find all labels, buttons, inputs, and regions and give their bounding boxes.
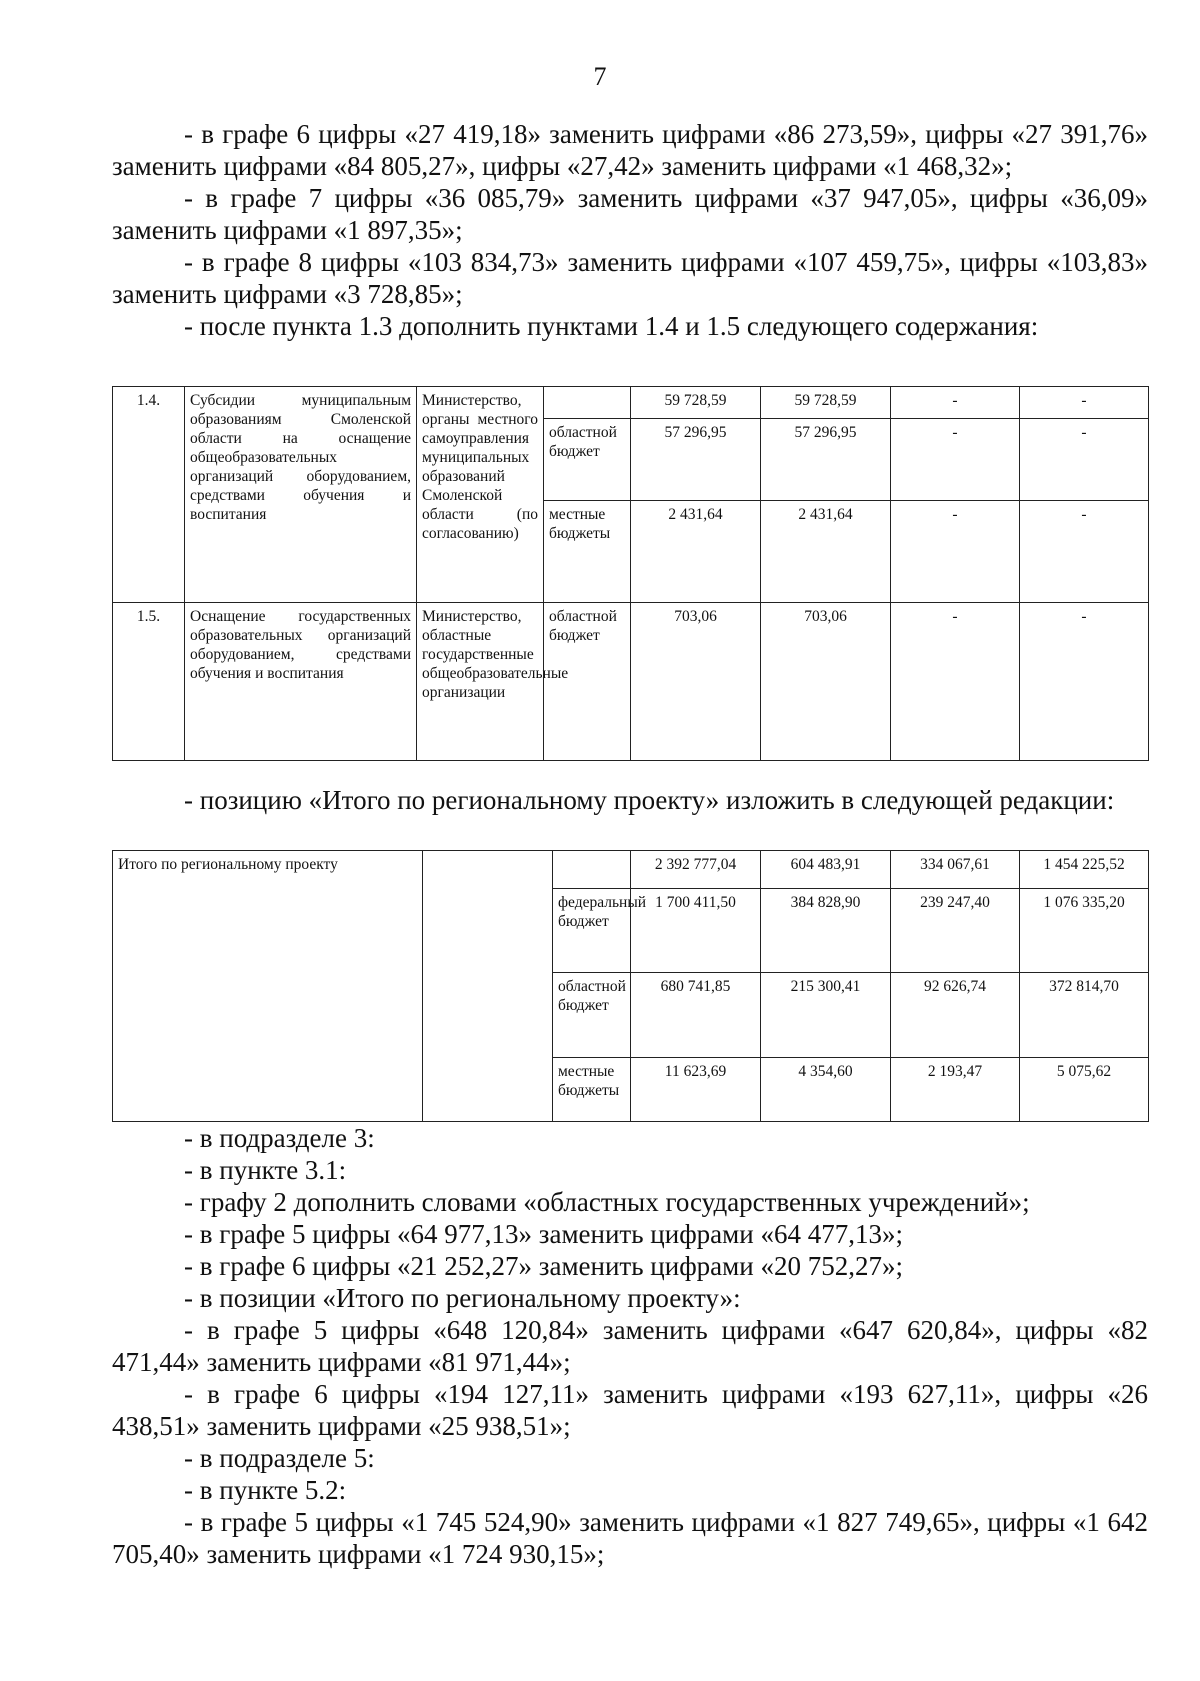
item-number: 1.4. — [113, 387, 185, 603]
final-text — [112, 1122, 1148, 1570]
table-row — [113, 387, 1149, 419]
value-cell: - — [891, 387, 1020, 419]
value-cell: 680 741,85 — [631, 973, 761, 1058]
funding-source: местные бюджеты — [553, 1058, 631, 1122]
value-cell: 2 392 777,04 — [631, 851, 761, 889]
value-cell: 5 075,62 — [1020, 1058, 1149, 1122]
item-executor: Министерство, областные государственные общеобразовательные организации — [417, 603, 544, 761]
value-cell: 2 193,47 — [891, 1058, 1020, 1122]
value-cell: 703,06 — [761, 603, 891, 761]
table-total — [112, 850, 1149, 1122]
value-cell: 334 067,61 — [891, 851, 1020, 889]
value-cell: - — [891, 603, 1020, 761]
paragraph: - в подразделе 5: — [184, 1443, 375, 1473]
funding-source — [553, 851, 631, 889]
intro-text — [112, 118, 1148, 342]
value-cell: 372 814,70 — [1020, 973, 1149, 1058]
value-cell: 1 076 335,20 — [1020, 889, 1149, 973]
paragraph: - в графе 7 цифры «36 085,79» заменить цифрами «37 947,05», цифры «36,09» заменить цифрами «1 897,35»; — [112, 183, 1148, 245]
page-number: 7 — [593, 62, 607, 91]
value-cell: 604 483,91 — [761, 851, 891, 889]
item-name: Субсидии муниципальным образованиям Смоленской области на оснащение общеобразовательных организаций оборудованием, средствами обучения и воспитания — [185, 387, 417, 603]
value-cell: 59 728,59 — [631, 387, 761, 419]
middle-text — [112, 784, 1148, 816]
value-cell: - — [891, 501, 1020, 603]
value-cell: - — [1020, 419, 1149, 501]
value-cell: 2 431,64 — [761, 501, 891, 603]
value-cell: 1 454 225,52 — [1020, 851, 1149, 889]
total-label: Итого по региональному проекту — [113, 851, 423, 1122]
value-cell: 92 626,74 — [891, 973, 1020, 1058]
funding-source: федеральный бюджет — [553, 889, 631, 973]
paragraph: - в графе 6 цифры «27 419,18» заменить цифрами «86 273,59», цифры «27 391,76» заменить цифрами «84 805,27», цифры «27,42» заменить цифрами «1 468,32»; — [112, 119, 1148, 181]
paragraph: - в графе 6 цифры «194 127,11» заменить цифрами «193 627,11», цифры «26 438,51» заменить цифрами «25 938,51»; — [112, 1379, 1148, 1441]
paragraph: - в пункте 3.1: — [184, 1155, 347, 1185]
table-items-1-4-1-5 — [112, 386, 1149, 761]
funding-source: областной бюджет — [544, 603, 631, 761]
paragraph: - графу 2 дополнить словами «областных государственных учреждений»; — [184, 1187, 1030, 1217]
value-cell: - — [1020, 603, 1149, 761]
paragraph: - в графе 8 цифры «103 834,73» заменить цифрами «107 459,75», цифры «103,83» заменить цифрами «3 728,85»; — [112, 247, 1148, 309]
value-cell: 2 431,64 — [631, 501, 761, 603]
value-cell: 1 700 411,50 — [631, 889, 761, 973]
funding-source: областной бюджет — [544, 419, 631, 501]
value-cell: 703,06 — [631, 603, 761, 761]
paragraph: - в графе 6 цифры «21 252,27» заменить цифрами «20 752,27»; — [184, 1251, 903, 1281]
value-cell: 215 300,41 — [761, 973, 891, 1058]
value-cell: - — [891, 419, 1020, 501]
item-executor: Министерство, органы местного самоуправления муниципальных образований Смоленской области (по согласованию) — [417, 387, 544, 603]
paragraph: - в позиции «Итого по региональному проекту»: — [184, 1283, 741, 1313]
value-cell: 57 296,95 — [631, 419, 761, 501]
table-row — [113, 603, 1149, 761]
item-number: 1.5. — [113, 603, 185, 761]
table-row — [113, 851, 1149, 889]
value-cell: - — [1020, 501, 1149, 603]
paragraph: - в графе 5 цифры «1 745 524,90» заменить цифрами «1 827 749,65», цифры «1 642 705,40» заменить цифрами «1 724 930,15»; — [112, 1507, 1148, 1569]
paragraph: - в графе 5 цифры «64 977,13» заменить цифрами «64 477,13»; — [184, 1219, 903, 1249]
funding-source: областной бюджет — [553, 973, 631, 1058]
paragraph: - в пункте 5.2: — [184, 1475, 347, 1505]
funding-source — [544, 387, 631, 419]
funding-source: местные бюджеты — [544, 501, 631, 603]
paragraph: - в подразделе 3: — [184, 1123, 375, 1153]
paragraph: - после пункта 1.3 дополнить пунктами 1.4 и 1.5 следующего содержания: — [184, 311, 1039, 341]
value-cell: 384 828,90 — [761, 889, 891, 973]
value-cell: 11 623,69 — [631, 1058, 761, 1122]
paragraph: - в графе 5 цифры «648 120,84» заменить цифрами «647 620,84», цифры «82 471,44» заменить цифрами «81 971,44»; — [112, 1315, 1148, 1377]
value-cell: 4 354,60 — [761, 1058, 891, 1122]
value-cell: 57 296,95 — [761, 419, 891, 501]
item-name: Оснащение государственных образовательных организаций оборудованием, средствами обучения и воспитания — [185, 603, 417, 761]
executor-cell — [423, 851, 553, 1122]
value-cell: 239 247,40 — [891, 889, 1020, 973]
value-cell: - — [1020, 387, 1149, 419]
paragraph: - позицию «Итого по региональному проекту» изложить в следующей редакции: — [184, 785, 1115, 815]
value-cell: 59 728,59 — [761, 387, 891, 419]
